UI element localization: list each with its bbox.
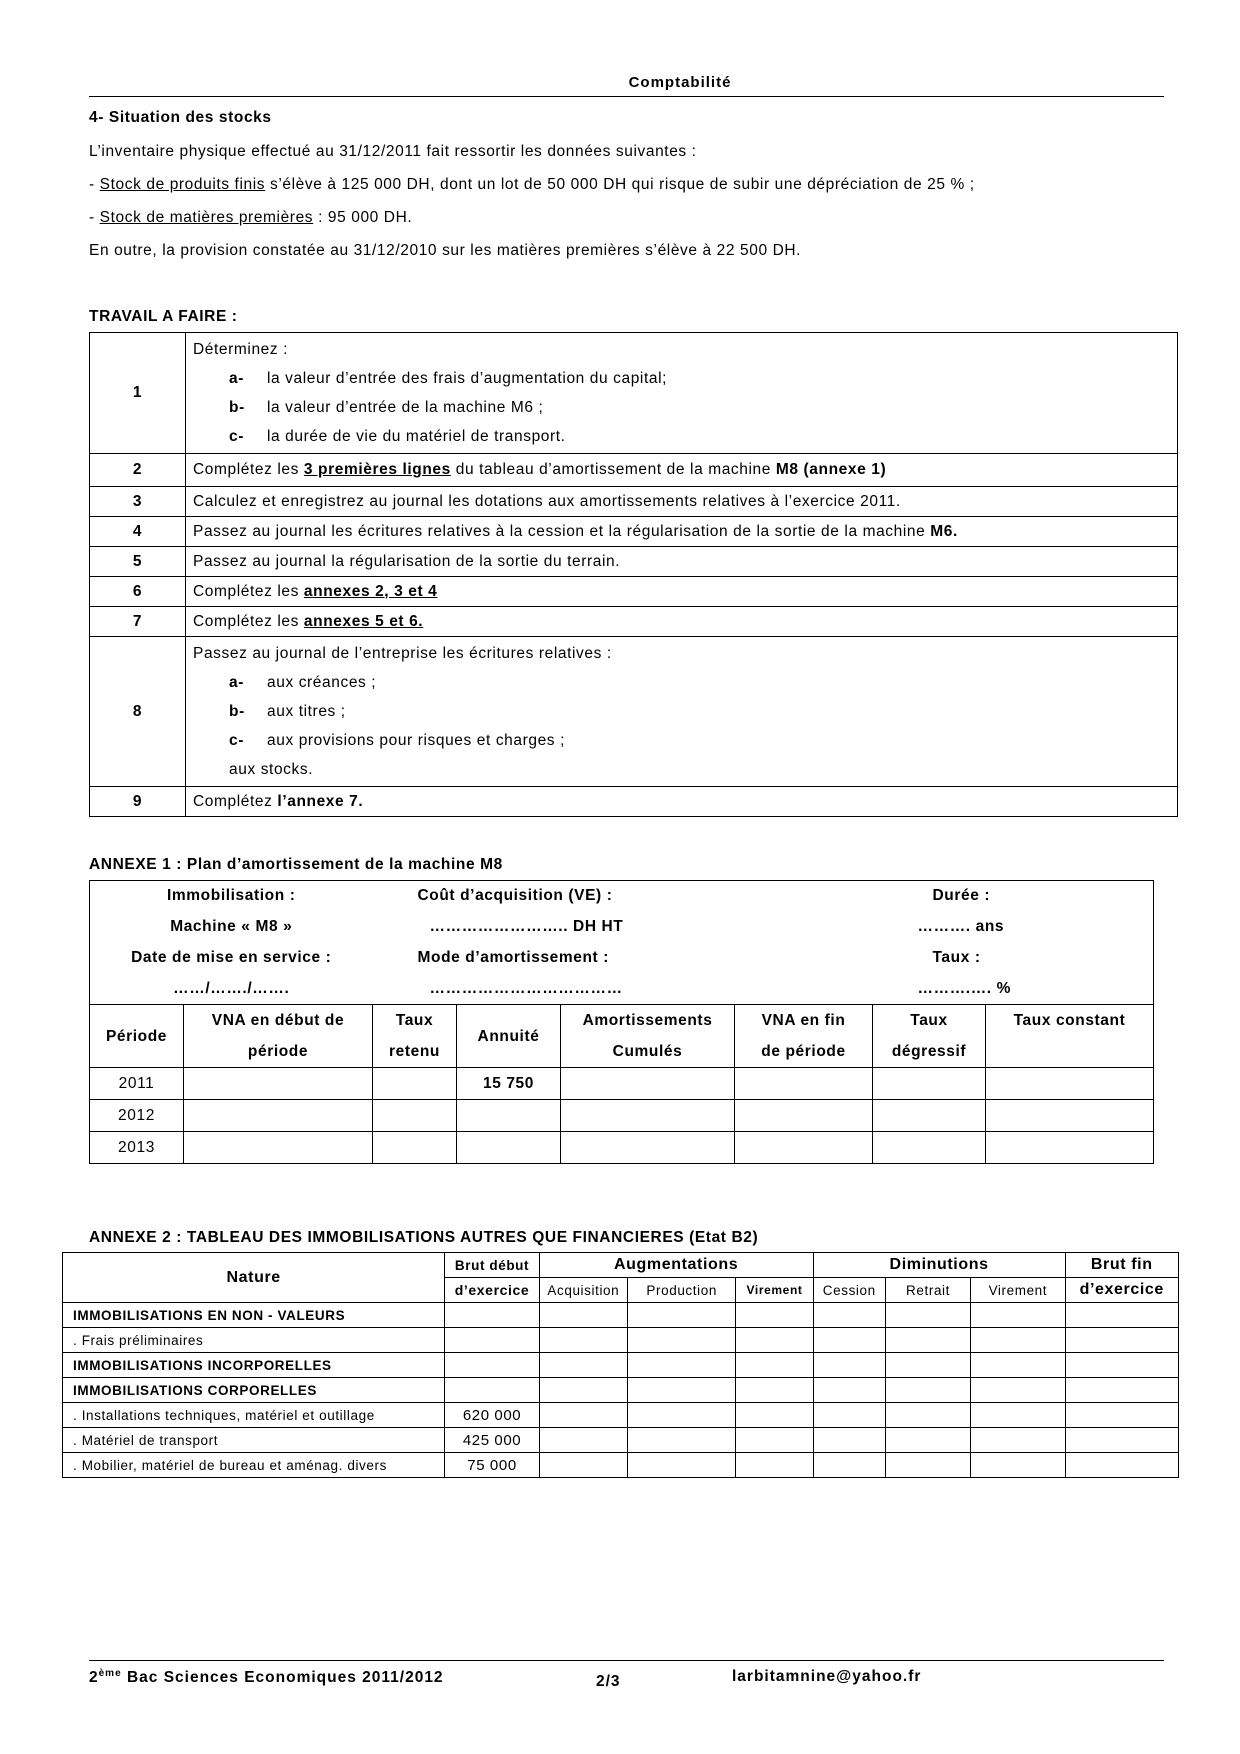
text-part: Complétez les	[193, 612, 304, 630]
cell	[813, 1453, 885, 1478]
col-text: Période	[105, 1027, 168, 1045]
duree-label: Durée :	[873, 881, 1154, 912]
row-label: . Matériel de transport	[63, 1428, 445, 1453]
table-row	[90, 943, 1154, 974]
annexe2-table	[62, 1252, 1179, 1478]
table-row	[90, 454, 1178, 487]
table-row	[90, 1132, 1154, 1164]
cell	[736, 1428, 813, 1453]
row-text	[186, 637, 1178, 787]
machine-cell	[90, 912, 373, 943]
table-header-row	[90, 1005, 1154, 1068]
row-number: 3	[90, 487, 186, 517]
item-intro: Passez au journal de l’entreprise les écritures relatives :	[193, 645, 612, 662]
cell	[971, 1303, 1065, 1328]
row-label: IMMOBILISATIONS INCORPORELLES	[63, 1353, 445, 1378]
taux-const-cell	[986, 1068, 1154, 1100]
virement-dim-header: Virement	[971, 1278, 1065, 1303]
row-text: Calculez et enregistrez au journal les dotations aux amortissements relatives à l’exercice 2011.	[186, 487, 1178, 517]
mode-value: ………………………………	[429, 979, 623, 997]
table-row	[63, 1428, 1179, 1453]
table-row	[90, 912, 1154, 943]
amort-cell	[561, 1100, 735, 1132]
footer-email: larbitamnine@yahoo.fr	[732, 1668, 922, 1685]
table-header-row	[63, 1253, 1179, 1278]
item-text: aux provisions pour risques et charges ;	[267, 732, 565, 749]
col-text: Taux	[395, 1012, 434, 1029]
item-letter: b-	[229, 703, 245, 720]
col-text: Taux	[910, 1012, 948, 1029]
cell	[1065, 1403, 1178, 1428]
taux-const-cell	[986, 1132, 1154, 1164]
line-prefix: -	[89, 209, 100, 226]
cell	[628, 1303, 736, 1328]
vna-debut-cell	[184, 1132, 373, 1164]
travail-table	[89, 332, 1178, 817]
cell	[813, 1303, 885, 1328]
vna-fin-cell	[735, 1132, 873, 1164]
col-text: Cumulés	[612, 1043, 683, 1060]
vna-debut-cell	[184, 1100, 373, 1132]
col-amortissements	[561, 1005, 735, 1068]
col-taux-constant	[986, 1005, 1154, 1068]
row-number: 7	[90, 607, 186, 637]
cell	[1065, 1378, 1178, 1403]
item-text: la durée de vie du matériel de transport.	[267, 428, 566, 445]
page-header-title: Comptabilité	[628, 74, 732, 91]
brut-debut-header: Brut début	[445, 1253, 539, 1278]
col-taux-degressif	[873, 1005, 986, 1068]
mode-label: Mode d’amortissement :	[417, 949, 609, 966]
periode-cell: 2011	[90, 1068, 184, 1100]
cell	[971, 1378, 1065, 1403]
table-row	[90, 517, 1178, 547]
col-vna-debut	[184, 1005, 373, 1068]
row-label: . Installations techniques, matériel et outillage	[63, 1403, 445, 1428]
cell	[628, 1378, 736, 1403]
row-text: Passez au journal la régularisation de la sortie du terrain.	[186, 547, 1178, 577]
cell	[1065, 1453, 1178, 1478]
annexe1-table	[89, 880, 1154, 1164]
row-text	[186, 454, 1178, 487]
cell	[813, 1378, 885, 1403]
row-number: 1	[90, 333, 186, 454]
duree-value: ………. ans	[873, 912, 1154, 943]
table-row	[63, 1353, 1179, 1378]
brut-debut-cell	[445, 1328, 539, 1353]
row-number: 9	[90, 787, 186, 817]
row-text	[186, 333, 1178, 454]
header-rule	[89, 96, 1164, 97]
table-row	[90, 607, 1178, 637]
table-row	[63, 1303, 1179, 1328]
cell	[813, 1428, 885, 1453]
brut-debut-cell: 620 000	[445, 1403, 539, 1428]
section-intro: L’inventaire physique effectué au 31/12/2011 fait ressortir les données suivantes :	[89, 143, 697, 160]
cell	[736, 1328, 813, 1353]
diminutions-header: Diminutions	[813, 1253, 1065, 1278]
cell	[1065, 1353, 1178, 1378]
cell	[539, 1378, 627, 1403]
item-letter: a-	[229, 370, 244, 387]
periode-cell: 2013	[90, 1132, 184, 1164]
text-part: annexes 5 et 6.	[303, 612, 424, 630]
col-text: VNA en fin	[761, 1012, 846, 1029]
periode-cell: 2012	[90, 1100, 184, 1132]
cell	[885, 1453, 970, 1478]
stock-produits-text: s’élève à 125 000 DH, dont un lot de 50 000 DH qui risque de subir une dépréciation de 25 % ;	[265, 176, 975, 193]
cell	[736, 1453, 813, 1478]
brut-debut-cell: 425 000	[445, 1428, 539, 1453]
cell	[628, 1328, 736, 1353]
footer-rule	[89, 1660, 1164, 1661]
machine-suffix: »	[278, 918, 293, 935]
item-text: la valeur d’entrée des frais d’augmentation du capital;	[267, 370, 668, 387]
immobilisation-label: Immobilisation :	[90, 881, 373, 912]
table-row	[90, 487, 1178, 517]
col-periode	[90, 1005, 184, 1068]
cell	[885, 1428, 970, 1453]
col-text: de période	[761, 1043, 846, 1060]
cell	[736, 1303, 813, 1328]
taux-const-cell	[986, 1100, 1154, 1132]
footer-level-sup: ème	[98, 1668, 122, 1679]
item-text: aux stocks.	[229, 761, 314, 778]
cell	[736, 1378, 813, 1403]
col-text: Amortissements	[582, 1012, 713, 1029]
cell	[736, 1403, 813, 1428]
footer-level-num: 2	[89, 1669, 99, 1687]
taux-deg-cell	[873, 1068, 986, 1100]
table-row	[90, 881, 1154, 912]
stock-matieres-line	[89, 209, 412, 227]
section-title: 4- Situation des stocks	[89, 109, 272, 126]
cell	[539, 1428, 627, 1453]
cell	[539, 1453, 627, 1478]
cout-label: Coût d’acquisition (VE) :	[373, 881, 873, 912]
text-part: Complétez	[193, 792, 278, 810]
brut-debut-cell	[445, 1303, 539, 1328]
retrait-header: Retrait	[885, 1278, 970, 1303]
item-letter: a-	[229, 674, 244, 691]
provision-line: En outre, la provision constatée au 31/12/2010 sur les matières premières s’élève à 22 500 DH.	[89, 242, 802, 259]
col-text: VNA en début de	[211, 1012, 345, 1029]
vna-fin-cell	[735, 1068, 873, 1100]
row-number: 5	[90, 547, 186, 577]
text-part: l’annexe 7.	[277, 792, 364, 810]
cell	[539, 1353, 627, 1378]
item-text: aux titres ;	[267, 703, 346, 720]
brut-fin-header-2: d’exercice	[1065, 1278, 1178, 1303]
row-number: 2	[90, 454, 186, 487]
row-text	[186, 607, 1178, 637]
machine-prefix: Machine «	[170, 918, 256, 935]
col-vna-fin	[735, 1005, 873, 1068]
item-letter: b-	[229, 399, 245, 416]
brut-debut-cell	[445, 1378, 539, 1403]
table-row	[90, 1068, 1154, 1100]
table-row	[63, 1378, 1179, 1403]
col-text: retenu	[389, 1043, 440, 1060]
cell	[628, 1403, 736, 1428]
text-part: M6.	[930, 522, 958, 540]
text-part: Passez au journal les écritures relatives à la cession et la régularisation de la sortie de la machine	[193, 522, 931, 540]
table-row	[90, 1100, 1154, 1132]
stock-matieres-label: Stock de matières premières	[99, 209, 314, 226]
taux-deg-cell	[873, 1100, 986, 1132]
table-row	[90, 974, 1154, 1005]
cell	[885, 1303, 970, 1328]
table-row	[63, 1403, 1179, 1428]
text-part: annexes 2, 3 et 4	[303, 582, 438, 600]
table-row	[63, 1328, 1179, 1353]
cell	[813, 1403, 885, 1428]
row-number: 4	[90, 517, 186, 547]
cell	[539, 1328, 627, 1353]
cell	[539, 1403, 627, 1428]
date-label: Date de mise en service :	[90, 943, 373, 974]
date-value: ……/……./…….	[90, 974, 373, 1005]
cell	[971, 1453, 1065, 1478]
taux-retenu-cell	[373, 1068, 457, 1100]
annuite-cell	[457, 1100, 561, 1132]
row-label: . Mobilier, matériel de bureau et aménag. divers	[63, 1453, 445, 1478]
acquisition-header: Acquisition	[539, 1278, 627, 1303]
annexe1-title: ANNEXE 1 : Plan d’amortissement de la machine M8	[89, 856, 503, 873]
cell	[971, 1428, 1065, 1453]
text-part: du tableau d’amortissement de la machine	[450, 461, 776, 478]
taux-deg-cell	[873, 1132, 986, 1164]
row-label: IMMOBILISATIONS CORPORELLES	[63, 1378, 445, 1403]
col-text: Taux constant	[1013, 1012, 1126, 1029]
cell	[1065, 1328, 1178, 1353]
col-annuite	[457, 1005, 561, 1068]
row-text	[186, 517, 1178, 547]
cell	[1065, 1428, 1178, 1453]
cell	[971, 1403, 1065, 1428]
item-text: aux créances ;	[267, 674, 377, 691]
cell	[628, 1428, 736, 1453]
cell	[813, 1328, 885, 1353]
text-part: 3 premières lignes	[303, 461, 451, 478]
stock-produits-line	[89, 176, 975, 194]
cout-value: …………………….. DH HT	[429, 918, 624, 935]
table-row	[90, 547, 1178, 577]
text-part: M8 (annexe 1)	[775, 461, 887, 478]
taux-retenu-cell	[373, 1132, 457, 1164]
annuite-cell: 15 750	[457, 1068, 561, 1100]
cell	[1065, 1303, 1178, 1328]
col-taux-retenu	[373, 1005, 457, 1068]
row-text	[186, 577, 1178, 607]
page-number: 2/3	[596, 1673, 621, 1690]
row-text	[186, 787, 1178, 817]
table-row	[90, 577, 1178, 607]
text-part: Complétez les	[193, 461, 304, 478]
brut-debut-header-2: d’exercice	[445, 1278, 539, 1303]
table-row	[63, 1453, 1179, 1478]
brut-debut-cell: 75 000	[445, 1453, 539, 1478]
taux-value: ……….…. %	[873, 974, 1154, 1005]
stock-produits-label: Stock de produits finis	[99, 176, 266, 193]
vna-fin-cell	[735, 1100, 873, 1132]
footer-level-text: Bac Sciences Economiques 2011/2012	[121, 1669, 444, 1687]
taux-retenu-cell	[373, 1100, 457, 1132]
col-text: période	[247, 1043, 309, 1060]
taux-label: Taux :	[873, 943, 1154, 974]
footer-level	[89, 1668, 444, 1687]
cell	[813, 1353, 885, 1378]
production-header: Production	[628, 1278, 736, 1303]
brut-debut-cell	[445, 1353, 539, 1378]
cell	[971, 1353, 1065, 1378]
item-text: la valeur d’entrée de la machine M6 ;	[267, 399, 544, 416]
cell	[971, 1328, 1065, 1353]
col-text: Annuité	[477, 1027, 540, 1045]
brut-fin-header: Brut fin	[1065, 1253, 1178, 1278]
determinez-label: Déterminez :	[193, 341, 289, 358]
item-letter: c-	[229, 732, 244, 749]
virement-aug-header: Virement	[736, 1278, 813, 1303]
line-prefix: -	[89, 176, 100, 193]
stock-matieres-text: : 95 000 DH.	[313, 209, 413, 226]
nature-header: Nature	[63, 1253, 445, 1303]
item-letter: c-	[229, 428, 244, 445]
row-number: 6	[90, 577, 186, 607]
text-part: Complétez les	[193, 582, 304, 600]
row-label: . Frais préliminaires	[63, 1328, 445, 1353]
row-label: IMMOBILISATIONS EN NON - VALEURS	[63, 1303, 445, 1328]
table-row	[90, 333, 1178, 454]
cession-header: Cession	[813, 1278, 885, 1303]
annuite-cell	[457, 1132, 561, 1164]
travail-title: TRAVAIL A FAIRE :	[89, 308, 238, 325]
cell	[736, 1353, 813, 1378]
cell	[628, 1353, 736, 1378]
row-number: 8	[90, 637, 186, 787]
vna-debut-cell	[184, 1068, 373, 1100]
cell	[885, 1353, 970, 1378]
augmentations-header: Augmentations	[539, 1253, 813, 1278]
cell	[628, 1453, 736, 1478]
machine-name: M8	[255, 918, 279, 935]
table-row	[90, 787, 1178, 817]
amort-cell	[561, 1068, 735, 1100]
cell	[539, 1303, 627, 1328]
col-text: dégressif	[891, 1043, 967, 1060]
cell	[885, 1328, 970, 1353]
table-row	[90, 637, 1178, 787]
cell	[885, 1378, 970, 1403]
cell	[885, 1403, 970, 1428]
annexe2-title: ANNEXE 2 : TABLEAU DES IMMOBILISATIONS AUTRES QUE FINANCIERES (Etat B2)	[89, 1229, 759, 1246]
amort-cell	[561, 1132, 735, 1164]
